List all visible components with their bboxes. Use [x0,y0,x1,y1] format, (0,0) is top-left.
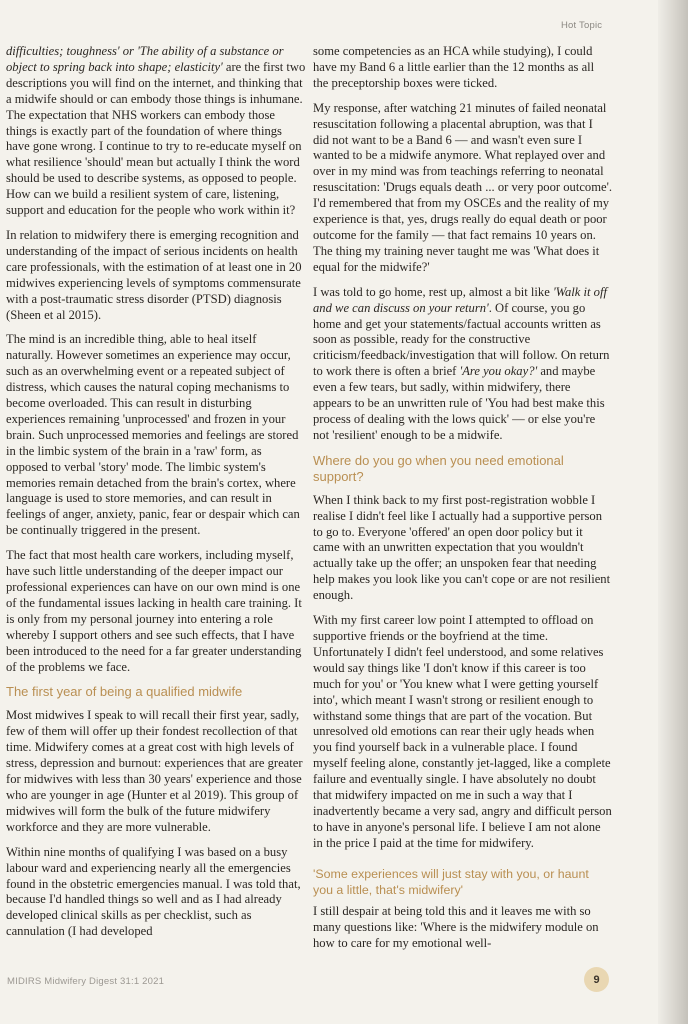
paragraph: In relation to midwifery there is emerging recognition and understanding of the impact of serious incidents on health care professionals, with the estimation of at least one in 20 midwives experiencing levels of symptoms commensurate with a post-traumatic stress disorder (PTSD) diagnosis (Sheen et al 2015). [6,227,302,322]
paragraph [6,44,306,219]
page-edge [658,0,688,1024]
paragraph-text: I was told to go home, rest up, almost a bit like [313,284,553,299]
paragraph: When I think back to my first post-registration wobble I realise I didn't feel like I actually had a supportive person to go to. Everyone 'offered' an open door policy but it came with an unwritten expectation that you wouldn't actually take up the offer; an unspoken fear that needing help makes you look like you can't cope or are not resilient enough. [313,492,611,603]
italic-quote: difficulties; toughness' or 'The ability of a substance or object to spring back into shape; elasticity' [6,44,284,74]
section-heading: 'Some experiences will just stay with you, or haunt you a little, that's midwifery' [313,866,589,897]
paragraph: I still despair at being told this and it leaves me with so many questions like: 'Where is the midwifery module on how to care for my emotional well- [313,903,599,950]
section-heading: Where do you go when you need emotional support? [313,452,564,484]
paragraph: With my first career low point I attempted to offload on supportive friends or the boyfriend at the time. Unfortunately I didn't feel understood, and some relatives would say things like 'I don't know if this career is too much for you' or 'You knew what I were getting yourself into', which meant I wasn't strong or resilient enough to withstand some things that are part of the vocation. But unresolved old emotions can rear their ugly heads when you find yourself back in a vulnerable place. I found myself feeling alone, constantly jet-lagged, like a complete failure and eventually single. I have absolutely no doubt that midwifery impacted on me in such a way that I inadvertently became a very sad, angry and difficult person to have in anyone's personal life. I believe I am not alone in the price I paid at the time for midwifery. [313,613,612,850]
paragraph-text: . Of course, you go home and get your statements/factual accounts written as soon as possible, ready for the constructive criticism/feedback/investigation that will follow. On return to work there is often a brief [313,300,610,379]
paragraph: My response, after watching 21 minutes of failed neonatal resuscitation following a placental abruption, was that I did not want to be a Band 6 — and wasn't even sure I wanted to be a midwife anymore. What replayed over and over in my mind was from teachings referring to neonatal resuscitation: 'Drugs equals death ... or very poor outcome'. I'd remembered that from my OSCEs and the reality of my experience is that, yes, drugs really do equal death or poor outcome for the family — that fact remains 10 years on. The thing my training never taught me was 'What does it equal for the midwife?' [313,100,613,274]
right-column [313,44,612,960]
paragraph: Within nine months of qualifying I was based on a busy labour ward and experiencing nearly all the emergencies found in the obstetric emergencies manual. I was told that, because I'd handled things so well and as I had already developed clinical skills as per checklist, such as cannulation (I had developed [6,844,301,939]
paragraph [313,285,612,444]
section-heading: The first year of being a qualified midwife [6,684,243,700]
italic-quote: 'Walk it off and we can discuss on your return' [313,284,607,315]
paragraph: Most midwives I speak to will recall their first year, sadly, few of them will offer up their fondest recollection of that time. Midwifery comes at a great cost with high levels of stress, depression and burnout: experiences that are greater for midwives with less than 30 years' experience and those who are younger in age (Hunter et al 2019). This group of midwives will form the bulk of the future midwifery workforce and they are more vulnerable. [6,708,303,834]
paragraph-text: are the first two descriptions you will find on the internet, and thinking that a midwife should or can embody those things is inhumane. The expectation that NHS workers can embody those things is exactly part of the foundation of where things have gone wrong. I continue to try to re-educate myself on what resilience 'should' mean but actually I think the word should be used to describe systems, as opposed to people. How can we build a resilient system of care, listening, support and education for the people who work within it? [6,59,306,218]
paragraph-text: and maybe even a few tears, but sadly, within midwifery, there appears to be an unwritten rule of 'You had best make this process of dealing with the lows quick' — or else you're not 'resilient' enough to be a midwife. [313,364,605,442]
paragraph: The fact that most health care workers, including myself, have such little understanding of the deeper impact our professional experiences can have on our own mind is one of the fundamental issues lacking in health care training. It is only from my personal journey into entering a role whereby I support others and see such effects, that I have been introduced to the need for a far greater understanding of the problems we face. [6,548,302,674]
publication-footer: MIDIRS Midwifery Digest 31:1 2021 [7,976,165,987]
paragraph: The mind is an incredible thing, able to heal itself naturally. However sometimes an experience may occur, such as an overwhelming event or a repeated subject of distress, which causes the natural coping mechanisms to become overloaded. This can result in disturbing experiences remaining 'unprocessed' and frozen in your brain. Such unprocessed memories and feelings are stored in the limbic system of the brain in a 'raw' form, as opposed to verbal 'story' mode. The limbic system's memories remain detached from the brain's cortex, where language is used to store memories, and can result in feelings of anger, anxiety, panic, fear or despair which can be continually triggered in the present. [6,332,300,538]
left-column [6,44,306,949]
page-number-badge: 9 [584,967,609,992]
section-label: Hot Topic [561,20,603,31]
paragraph: some competencies as an HCA while studying), I could have my Band 6 a little earlier than the 12 months as all the preceptorship boxes were ticked. [313,44,595,90]
italic-quote: 'Are you okay?' [459,364,538,379]
